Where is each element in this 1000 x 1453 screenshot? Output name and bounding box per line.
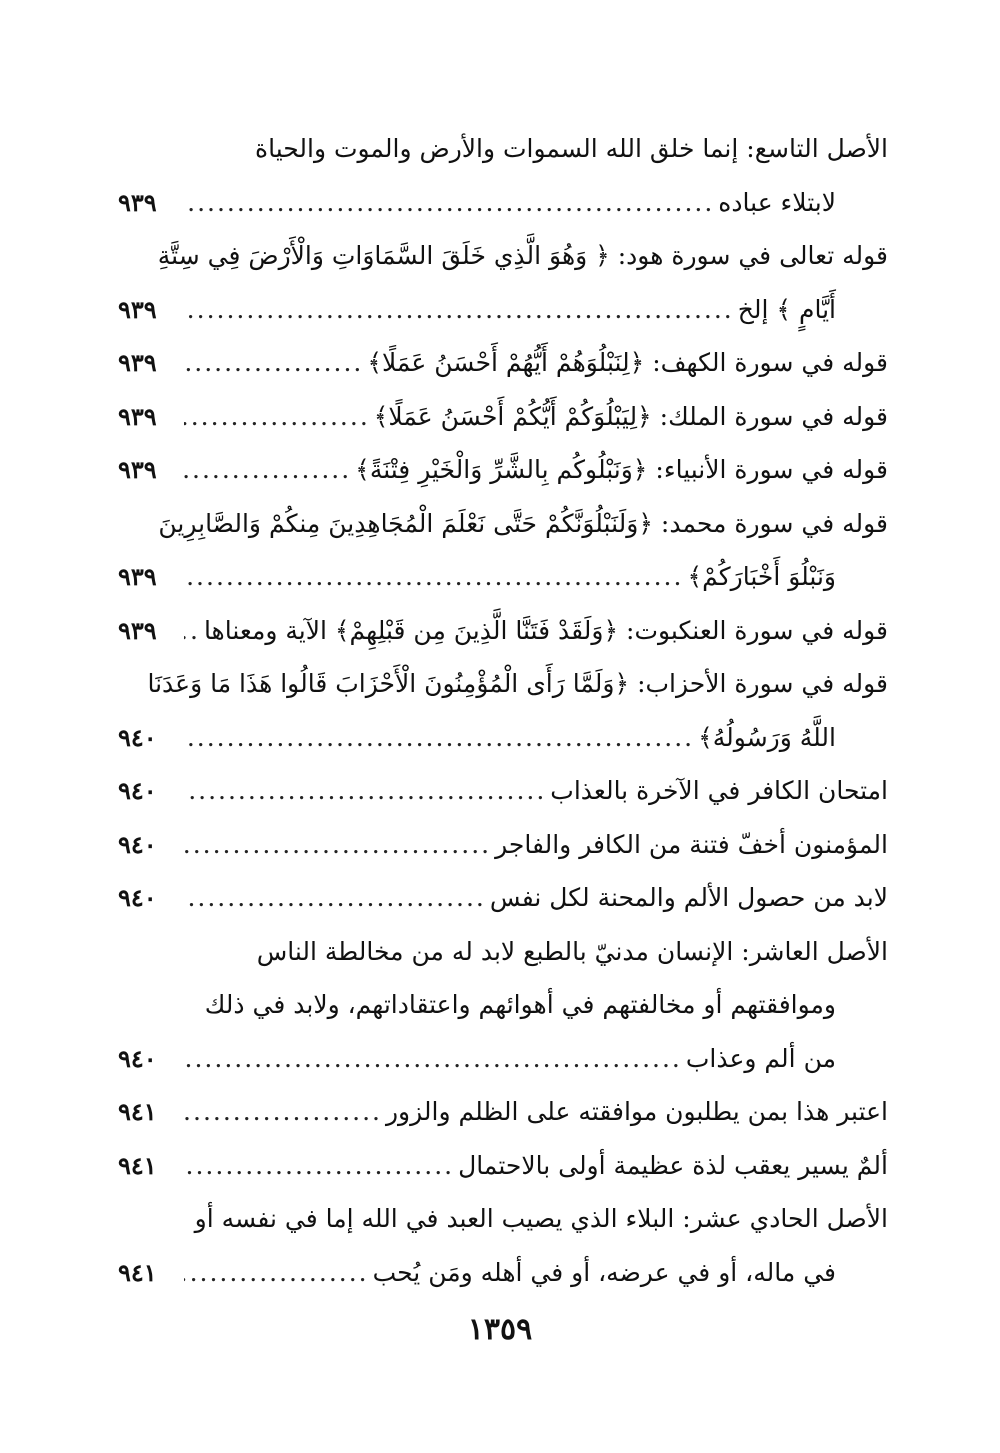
toc-entry-text: قوله في سورة الكهف: ﴿لِنَبْلُوَهُمْ أَيُّهُمْ أَحْسَنُ عَمَلًا﴾ xyxy=(367,348,888,377)
toc-entry-text: ألمٌ يسير يعقب لذة عظيمة أولى بالاحتمال xyxy=(458,1150,888,1180)
toc-entry-text: الأصل التاسع: إنما خلق الله السموات والأرض والموت والحياة xyxy=(255,134,888,163)
toc-entry xyxy=(118,122,888,229)
toc-entry xyxy=(118,604,888,658)
toc-entry-text: قوله في سورة محمد: ﴿وَلَنَبْلُوَنَّكُمْ حَتَّى نَعْلَمَ الْمُجَاهِدِينَ مِنكُمْ وَالصَّابِرِينَ xyxy=(158,508,888,538)
toc-entry-line xyxy=(118,604,888,658)
toc-entry-text: اللَّهُ وَرَسُولُهُ﴾ xyxy=(698,722,836,752)
toc-entry-text: المؤمنون أخفّ فتنة من الكافر والفاجر xyxy=(495,829,888,859)
toc-page-ref: ٩٣٩ xyxy=(118,187,157,217)
toc-entry-text: قوله تعالى في سورة هود: ﴿ وَهُوَ الَّذِي خَلَقَ السَّمَاوَاتِ وَالْأَرْضَ فِي سِتَّةِ xyxy=(157,241,888,270)
toc-entry-line xyxy=(118,1246,888,1300)
toc-entry-text: أَيَّامٍ ﴾ إلخ xyxy=(737,294,836,324)
toc-entry-line xyxy=(118,122,888,176)
toc-entry-line xyxy=(118,657,888,711)
toc-entry-text: اعتبر هذا بمن يطلبون موافقته على الظلم والزور xyxy=(385,1097,888,1126)
toc-entry-line xyxy=(118,1139,888,1193)
dot-leader xyxy=(184,1139,454,1193)
toc-entry-line xyxy=(118,390,888,444)
page-number: ١٣٥٩ xyxy=(467,1312,533,1347)
toc-entry-line xyxy=(118,818,888,872)
toc-page-ref: ٩٤٠ xyxy=(118,829,157,859)
toc-entry-line xyxy=(118,1032,888,1086)
toc-page-ref: ٩٣٩ xyxy=(118,294,157,324)
toc-entry xyxy=(118,871,888,925)
dot-leader xyxy=(184,818,491,872)
dot-leader xyxy=(184,764,546,818)
toc-page-ref: ٩٤١ xyxy=(118,1097,157,1126)
toc-entry xyxy=(118,497,888,604)
toc-entry-text: وموافقتهم أو مخالفتهم في أهوائهم واعتقاداتهم، ولابد في ذلك xyxy=(204,990,836,1019)
toc-entry-line xyxy=(118,176,888,230)
toc-entry-line xyxy=(118,764,888,818)
toc-entry-line xyxy=(118,497,888,551)
toc-page-ref: ٩٣٩ xyxy=(118,562,157,591)
toc-entry-text: في ماله، أو في عرضه، أو في أهله ومَن يُحب xyxy=(372,1257,836,1287)
toc-entry xyxy=(118,1139,888,1193)
dot-leader xyxy=(184,1085,382,1139)
toc-entry-text: قوله في سورة الأنبياء: ﴿وَنَبْلُوكُم بِالشَّرِّ وَالْخَيْرِ فِتْنَةً﴾ xyxy=(355,455,888,484)
toc-entry-line xyxy=(118,711,888,765)
dot-leader xyxy=(184,390,370,444)
toc-entry-text: امتحان الكافر في الآخرة بالعذاب xyxy=(550,776,888,805)
toc-entry xyxy=(118,818,888,872)
toc-page-ref: ٩٣٩ xyxy=(118,615,157,645)
toc-page-ref: ٩٣٩ xyxy=(118,455,157,484)
toc-entry-line xyxy=(118,336,888,390)
toc-entry-text: لابد من حصول الألم والمحنة لكل نفس xyxy=(489,883,888,912)
toc-entry-text: قوله في سورة العنكبوت: ﴿وَلَقَدْ فَتَنَّا الَّذِينَ مِن قَبْلِهِمْ﴾ الآية ومعناها xyxy=(203,615,888,645)
toc-entry-text: من ألم وعذاب xyxy=(685,1043,836,1073)
toc-entry-line xyxy=(118,283,888,337)
dot-leader xyxy=(184,283,734,337)
toc-entry-text: الأصل الحادي عشر: البلاء الذي يصيب العبد في الله إما في نفسه أو xyxy=(194,1204,888,1233)
dot-leader xyxy=(184,1246,369,1300)
dot-leader xyxy=(184,1032,682,1086)
toc-entry-text: الأصل العاشر: الإنسان مدنيّ بالطبع لابد له من مخالطة الناس xyxy=(256,936,888,966)
toc-entry xyxy=(118,390,888,444)
toc-page-ref: ٩٣٩ xyxy=(118,401,157,431)
toc-entry-line xyxy=(118,978,888,1032)
toc-entry-line xyxy=(118,229,888,283)
toc-entry xyxy=(118,1192,888,1299)
toc-entry-line xyxy=(118,871,888,925)
toc-entry xyxy=(118,657,888,764)
toc-entry-line xyxy=(118,550,888,604)
dot-leader xyxy=(184,604,200,658)
toc-entry xyxy=(118,1085,888,1139)
table-of-contents xyxy=(118,122,888,1299)
toc-page-ref: ٩٤٠ xyxy=(118,722,157,752)
toc-entry-line xyxy=(118,443,888,497)
dot-leader xyxy=(184,336,363,390)
toc-page-ref: ٩٤٠ xyxy=(118,883,157,912)
dot-leader xyxy=(184,176,714,230)
toc-entry xyxy=(118,925,888,1086)
toc-page-ref: ٩٤١ xyxy=(118,1257,157,1287)
toc-entry-text: وَنَبْلُوَ أَخْبَارَكُمْ﴾ xyxy=(687,562,836,591)
toc-entry xyxy=(118,336,888,390)
toc-entry-text: قوله في سورة الأحزاب: ﴿وَلَمَّا رَأَى الْمُؤْمِنُونَ الْأَحْزَابَ قَالُوا هَذَا مَا وَعَدَنَا xyxy=(147,669,888,698)
dot-leader xyxy=(184,550,683,604)
toc-entry-line xyxy=(118,1192,888,1246)
toc-entry xyxy=(118,764,888,818)
toc-entry-line xyxy=(118,1085,888,1139)
toc-entry xyxy=(118,229,888,336)
dot-leader xyxy=(184,443,351,497)
toc-page-ref: ٩٤٠ xyxy=(118,776,157,805)
toc-entry-line xyxy=(118,925,888,979)
toc-entry-text: قوله في سورة الملك: ﴿لِيَبْلُوَكُمْ أَيُّكُمْ أَحْسَنُ عَمَلًا﴾ xyxy=(373,401,888,431)
toc-entry xyxy=(118,443,888,497)
toc-page-ref: ٩٤١ xyxy=(118,1150,157,1180)
toc-entry-text: لابتلاء عباده xyxy=(718,187,836,217)
dot-leader xyxy=(184,871,486,925)
toc-page-ref: ٩٤٠ xyxy=(118,1043,157,1073)
dot-leader xyxy=(184,711,694,765)
toc-page-ref: ٩٣٩ xyxy=(118,348,157,377)
